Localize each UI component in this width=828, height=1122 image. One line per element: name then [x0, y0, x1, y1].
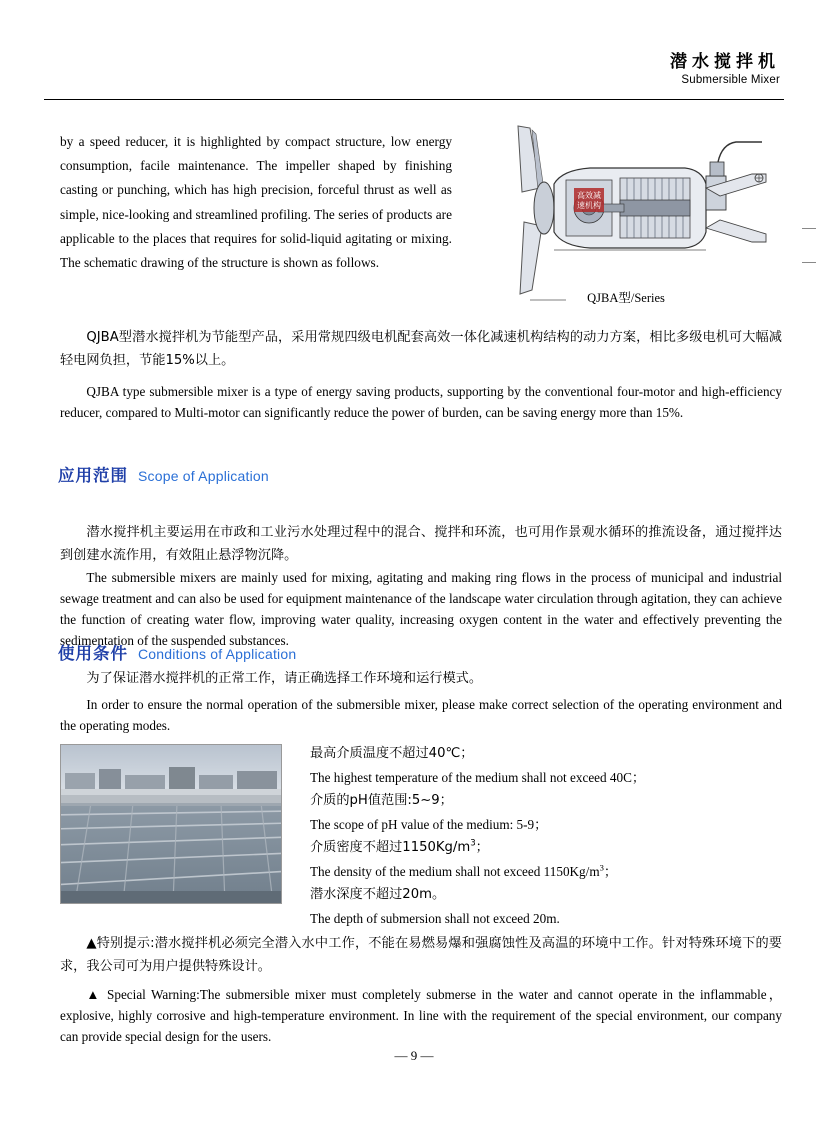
- paragraph-scope-cn: 潜水搅拌机主要运用在市政和工业污水处理过程中的混合、搅拌和环流，也可用作景观水循环的推流设备，通过搅拌达到创建水流作用，有效阻止悬浮物沉降。: [60, 525, 782, 564]
- page-header: [670, 52, 780, 86]
- page-number: — 9 —: [394, 1048, 434, 1063]
- section-heading-conditions-cn: 使用条件: [58, 644, 128, 663]
- special-warning-en: ▲ Special Warning:The submersible mixer must completely submerse in the water and cannot operate in the inflammable，explosive, highly corrosive and high-temperature environment. In line with the requirement of the special environment, our company can provide special design for the users.: [60, 987, 782, 1045]
- condition-item-ph-cn: 介质的pH值范围:5~9；: [310, 793, 453, 808]
- section-heading-scope: [58, 462, 269, 486]
- header-title-en: Submersible Mixer: [681, 74, 780, 87]
- condition-density-en-text: The density of the medium shall not exceed 1150Kg/m: [310, 863, 600, 879]
- paragraph-qjba-en: QJBA type submersible mixer is a type of energy saving products, supporting by the conventional four-motor and high-efficiency reducer, compared to Multi-motor can significantly reduce the power of burden, can be saving energy more than 15%.: [60, 384, 782, 421]
- condition-item-density-cn: [310, 836, 780, 860]
- section-heading-scope-cn: 应用范围: [58, 466, 128, 485]
- header-divider: [44, 99, 784, 100]
- figure-caption: QJBA型/Series: [587, 291, 665, 305]
- mixer-cutaway-figure: [470, 118, 782, 308]
- section-heading-conditions: [58, 640, 296, 664]
- condition-density-cn-text: 介质密度不超过1150Kg/m: [310, 840, 471, 855]
- condition-item-temperature-cn: 最高介质温度不超过40℃；: [310, 746, 474, 761]
- margin-tick-upper: [802, 228, 816, 229]
- condition-density-en-tail: ；: [603, 863, 618, 879]
- condition-item-ph-en: The scope of pH value of the medium: 5-9；: [310, 816, 548, 832]
- paragraph-conditions-en: In order to ensure the normal operation of the submersible mixer, please make correct selection of the operating environment and the operating modes.: [60, 697, 782, 734]
- condition-density-cn-tail: ；: [475, 840, 489, 855]
- condition-item-depth-en: The depth of submersion shall not exceed 20m.: [310, 910, 560, 926]
- condition-density-cn-sup: 3: [470, 838, 476, 849]
- section-heading-conditions-en: Conditions of Application: [138, 646, 297, 662]
- condition-density-en-sup: 3: [599, 862, 604, 873]
- condition-item-depth-cn: 潜水深度不超过20m。: [310, 887, 446, 902]
- sewage-plant-photo: [60, 744, 282, 904]
- header-title-cn: 潜水搅拌机: [670, 52, 780, 72]
- special-warning-cn: ▲特别提示:潜水搅拌机必须完全潜入水中工作，不能在易燃易爆和强腐蚀性及高温的环境中工作。针对特殊环境下的要求，我公司可为用户提供特殊设计。: [60, 936, 782, 975]
- paragraph-scope-en: The submersible mixers are mainly used for mixing, agitating and making ring flows in the process of municipal and industrial sewage treatment and can also be used for equipment maintenance of the landscape water circulation through agitation, they can achieve the function of creating water flow, improving water quality, increasing oxygen content in the water and effectively preventing the sedimentation of the suspended substances.: [60, 570, 782, 649]
- svg-text:速机构: 速机构: [577, 201, 601, 210]
- paragraph-qjba-cn: QJBA型潜水搅拌机为节能型产品，采用常规四级电机配套高效一体化减速机构结构的动力方案，相比多级电机可大幅减轻电网负担，节能15%以上。: [60, 330, 782, 369]
- condition-item-density-en: [310, 860, 780, 884]
- svg-text:高效减: 高效减: [577, 191, 601, 200]
- conditions-list: [310, 742, 780, 930]
- condition-item-temperature-en: The highest temperature of the medium shall not exceed 40C；: [310, 769, 646, 785]
- paragraph-conditions-cn: 为了保证潜水搅拌机的正常工作，请正确选择工作环境和运行模式。: [86, 671, 483, 686]
- intro-paragraph: by a speed reducer, it is highlighted by compact structure, low energy consumption, facile maintenance. The impeller shaped by finishing casting or punching, which has high precision, forceful thrust as well as simple, nice-looking and streamlined profiling. The series of products are applicable to the places that requires for solid-liquid agitating or mixing. The schematic drawing of the structure is shown as follows.: [60, 134, 452, 270]
- section-heading-scope-en: Scope of Application: [138, 468, 269, 484]
- margin-tick-lower: [802, 262, 816, 263]
